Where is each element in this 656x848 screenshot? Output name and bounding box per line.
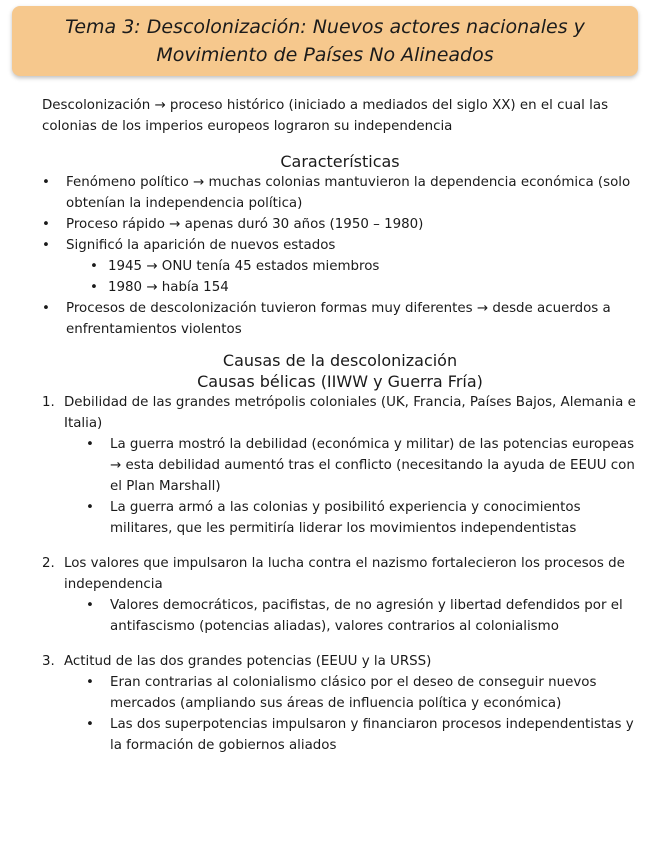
numbered-item-text: Actitud de las dos grandes potencias (EEUU y la URSS): [64, 654, 432, 669]
numbered-sublist: [64, 595, 638, 637]
item-number: 3.: [42, 654, 55, 669]
sub-list-item: • La guerra mostró la debilidad (económica y militar) de las potencias europeas → esta debilidad aumentó tras el conflicto (necesitando la ayuda de EEUU con el Plan Marshall): [86, 434, 638, 497]
sub-list-item: • Las dos superpotencias impulsaron y financiaron procesos independentistas y la formación de gobiernos aliados: [86, 714, 638, 756]
causas-list: [42, 392, 638, 756]
intro-definition: Descolonización → proceso histórico (iniciado a mediados del siglo XX) en el cual las colonias de los imperios europeos lograron su independencia: [42, 98, 609, 134]
numbered-item: [42, 651, 638, 756]
subheading-causas-belicas: Causas bélicas (IIWW y Guerra Fría): [197, 372, 483, 391]
sub-list-item: • La guerra armó a las colonias y posibilitó experiencia y conocimientos militares, que les permitiría liderar los movimientos independentistas: [86, 497, 638, 539]
list-item: • Procesos de descolonización tuvieron formas muy diferentes → desde acuerdos a enfrentamientos violentos: [42, 298, 638, 340]
sub-list-item: • Eran contrarias al colonialismo clásico por el deseo de conseguir nuevos mercados (ampliando sus áreas de influencia política y económica): [86, 672, 638, 714]
numbered-item-text: Debilidad de las grandes metrópolis coloniales (UK, Francia, Países Bajos, Alemania e Italia): [64, 395, 636, 431]
item-number: 2.: [42, 556, 55, 571]
page-title-line-1: Tema 3: Descolonización: Nuevos actores nacionales y: [65, 16, 585, 38]
numbered-item: [42, 392, 638, 539]
notes-content: [42, 95, 638, 770]
page-title-line-2: Movimiento de Países No Alineados: [156, 44, 494, 66]
list-item: • Proceso rápido → apenas duró 30 años (1950 – 1980): [42, 214, 638, 235]
title-banner: [12, 6, 638, 76]
list-item: [42, 235, 638, 298]
numbered-sublist: [64, 434, 638, 539]
numbered-sublist: [64, 672, 638, 756]
sub-list-item: • 1980 → había 154: [90, 277, 638, 298]
estados-sublist: [66, 256, 638, 298]
caracteristicas-list: [42, 172, 638, 340]
numbered-item-text: Los valores que impulsaron la lucha contra el nazismo fortalecieron los procesos de independencia: [64, 556, 625, 592]
item-number: 1.: [42, 395, 55, 410]
list-item: • Fenómeno político → muchas colonias mantuvieron la dependencia económica (solo obtenían la independencia política): [42, 172, 638, 214]
numbered-item: [42, 553, 638, 637]
heading-causas: Causas de la descolonización: [222, 351, 458, 370]
heading-caracteristicas: Características: [280, 152, 400, 171]
sub-list-item: • 1945 → ONU tenía 45 estados miembros: [90, 256, 638, 277]
list-item-text: Significó la aparición de nuevos estados: [66, 238, 336, 253]
sub-list-item: • Valores democráticos, pacifistas, de no agresión y libertad defendidos por el antifascismo (potencias aliadas), valores contrarios al colonialismo: [86, 595, 638, 637]
